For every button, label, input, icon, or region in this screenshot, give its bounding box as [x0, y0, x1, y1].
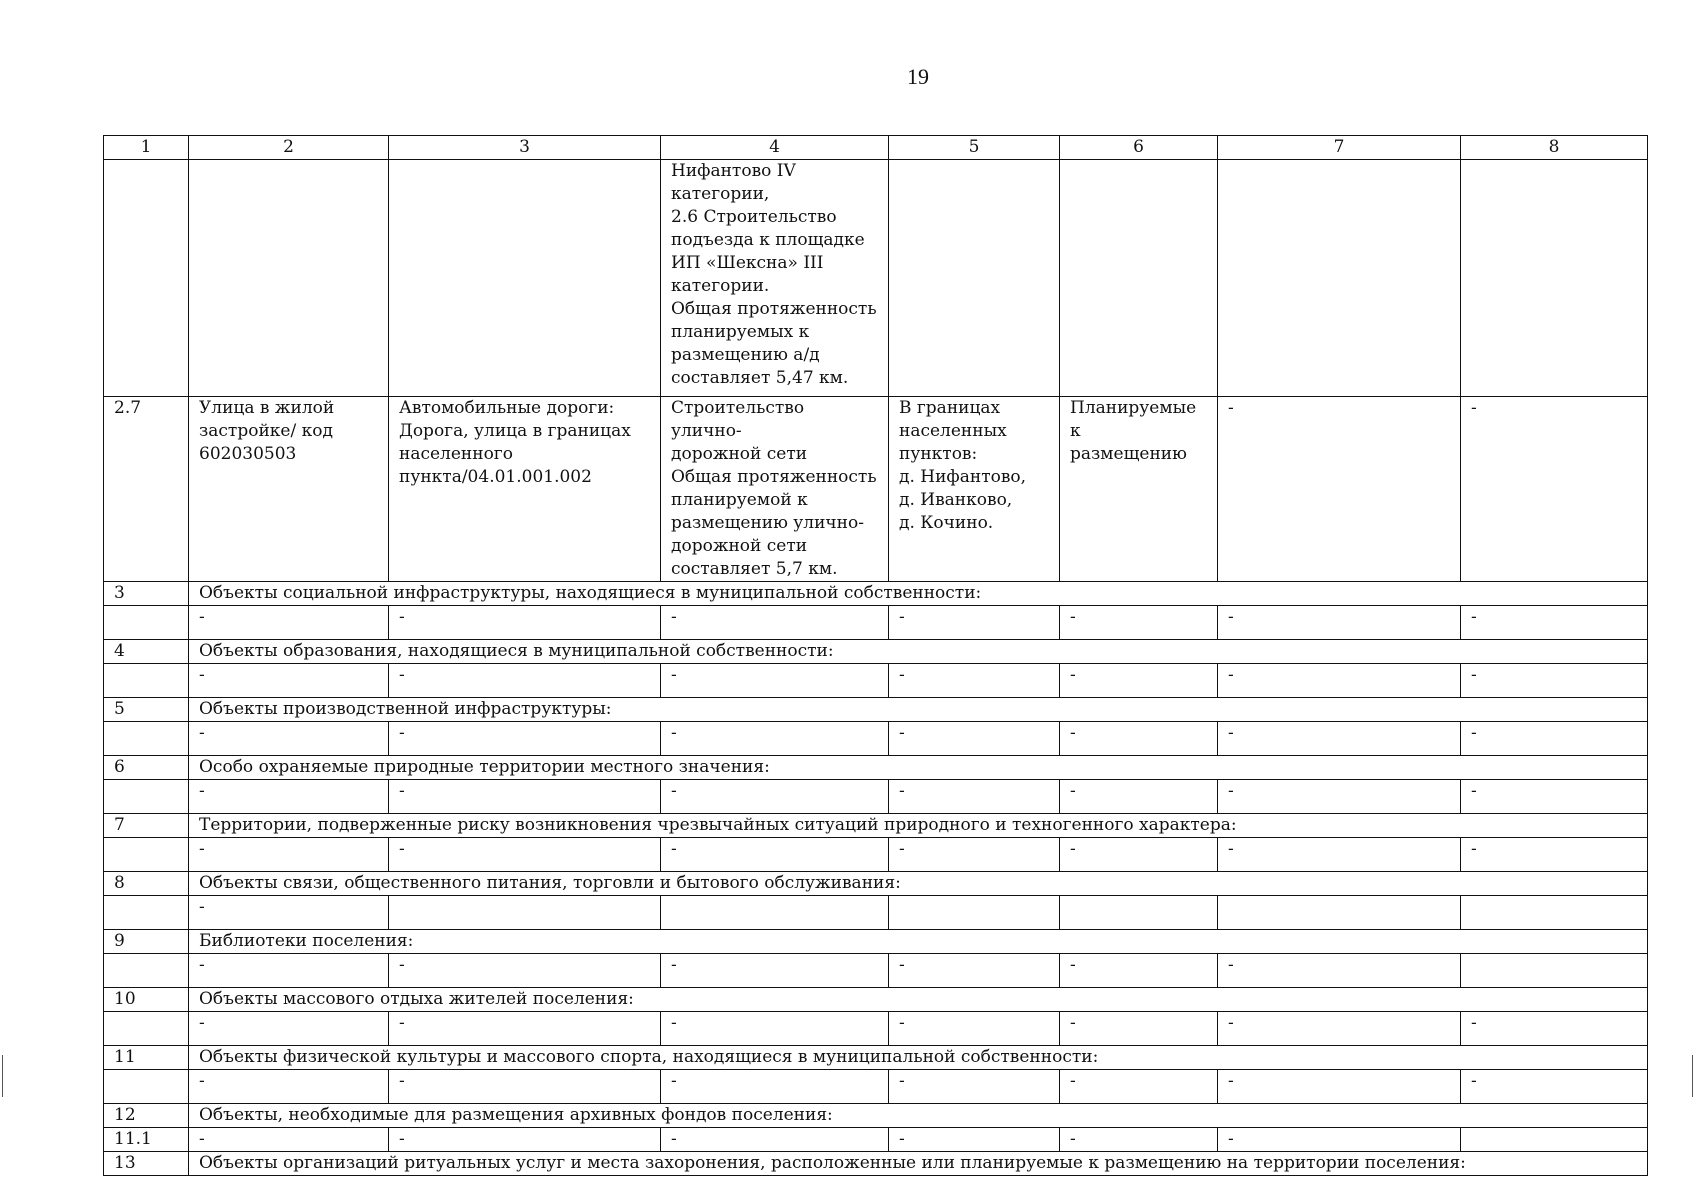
cell-dash: -: [189, 606, 389, 640]
cell-dash: [1461, 1128, 1648, 1152]
section-row: [104, 1152, 1648, 1176]
cell-dash: -: [661, 1012, 889, 1046]
cell-dash: -: [661, 1070, 889, 1104]
cell-dash: -: [889, 954, 1060, 988]
column-number-row: [104, 136, 1648, 160]
cell-dash: -: [889, 1128, 1060, 1152]
cell-dash: -: [1218, 722, 1461, 756]
cell-dash: -: [189, 1012, 389, 1046]
cell-dash: [1218, 896, 1461, 930]
cell-dash: [1461, 896, 1648, 930]
section-number: 13: [104, 1152, 189, 1176]
cell: [189, 160, 389, 397]
section-row: [104, 988, 1648, 1012]
section-title: Территории, подверженные риску возникновения чрезвычайных ситуаций природного и техногенного характера:: [189, 814, 1648, 838]
section-number: 4: [104, 640, 189, 664]
section-row: [104, 1046, 1648, 1070]
cell-dash: -: [889, 838, 1060, 872]
section-row: [104, 1104, 1648, 1128]
cell-dash: -: [661, 664, 889, 698]
row-number: [104, 664, 189, 698]
section-placeholder-row: [104, 722, 1648, 756]
cell-dash: -: [389, 1128, 661, 1152]
object-name: Улица в жилой застройке/ код 602030503: [189, 397, 389, 582]
cell: [1461, 160, 1648, 397]
row-number: [104, 838, 189, 872]
scan-edge-mark: [1692, 1055, 1693, 1097]
cell-dash: -: [1461, 722, 1648, 756]
cell-dash: -: [889, 664, 1060, 698]
cell-dash: -: [389, 722, 661, 756]
planning-table: [103, 135, 1648, 1176]
cell-dash: -: [389, 1070, 661, 1104]
row-number: 2.7: [104, 397, 189, 582]
cell-dash: -: [1461, 1012, 1648, 1046]
cell-dash: [1461, 954, 1648, 988]
cell-dash: -: [389, 664, 661, 698]
column-number: 5: [889, 136, 1060, 160]
section-row: [104, 814, 1648, 838]
section-number: 8: [104, 872, 189, 896]
object-description: Строительство улично- дорожной сети Общая протяженность планируемой к размещению улично- дорожной сети составляет 5,7 км.: [661, 397, 889, 582]
cell-dash: -: [1461, 664, 1648, 698]
continued-description: Нифантово IV категории, 2.6 Строительство подъезда к площадке ИП «Шексна» III категории. Общая протяженность планируемых к размещению а/д составляет 5,47 км.: [661, 160, 889, 397]
section-placeholder-row: [104, 780, 1648, 814]
section-number: 11: [104, 1046, 189, 1070]
column-number: 4: [661, 136, 889, 160]
cell-dash: -: [889, 606, 1060, 640]
cell-dash: -: [1060, 1070, 1218, 1104]
column-number: 2: [189, 136, 389, 160]
row-2-7: [104, 397, 1648, 582]
cell-dash: [661, 896, 889, 930]
row-number: [104, 1070, 189, 1104]
cell-dash: -: [889, 1012, 1060, 1046]
section-number: 3: [104, 582, 189, 606]
object-status: Планируемые к размещению: [1060, 397, 1218, 582]
cell-dash: -: [1060, 722, 1218, 756]
section-row: [104, 640, 1648, 664]
cell-dash: -: [661, 838, 889, 872]
column-number: 6: [1060, 136, 1218, 160]
section-title: Объекты массового отдыха жителей поселения:: [189, 988, 1648, 1012]
cell-dash: -: [1060, 1012, 1218, 1046]
section-number: 9: [104, 930, 189, 954]
row-number: [104, 780, 189, 814]
page-number: 19: [907, 64, 929, 89]
section-number: 10: [104, 988, 189, 1012]
row-number: [104, 1012, 189, 1046]
cell-dash: -: [1218, 780, 1461, 814]
section-number: 5: [104, 698, 189, 722]
row-number: [104, 722, 189, 756]
cell-dash: [389, 896, 661, 930]
cell-dash: -: [661, 606, 889, 640]
cell: [1218, 160, 1461, 397]
cell-dash: -: [1060, 664, 1218, 698]
cell-dash: -: [889, 722, 1060, 756]
section-placeholder-row: [104, 1012, 1648, 1046]
cell-dash: -: [1218, 664, 1461, 698]
cell-dash: -: [889, 1070, 1060, 1104]
section-number: 6: [104, 756, 189, 780]
section-title: Объекты, необходимые для размещения архивных фондов поселения:: [189, 1104, 1648, 1128]
cell-dash: -: [189, 896, 389, 930]
cell-dash: -: [189, 722, 389, 756]
section-row: [104, 930, 1648, 954]
cell-dash: -: [189, 838, 389, 872]
cell-dash: -: [1461, 606, 1648, 640]
column-number: 3: [389, 136, 661, 160]
cell-dash: [1060, 896, 1218, 930]
cell-dash: -: [1218, 954, 1461, 988]
section-placeholder-row: [104, 1070, 1648, 1104]
cell-dash: -: [1461, 838, 1648, 872]
column-number: 1: [104, 136, 189, 160]
cell-dash: -: [1461, 397, 1648, 582]
section-row: [104, 872, 1648, 896]
section-title: Объекты производственной инфраструктуры:: [189, 698, 1648, 722]
cell-dash: -: [1461, 780, 1648, 814]
cell-dash: -: [889, 780, 1060, 814]
cell-dash: -: [189, 954, 389, 988]
section-title: Особо охраняемые природные территории местного значения:: [189, 756, 1648, 780]
section-row: [104, 698, 1648, 722]
cell-dash: -: [389, 838, 661, 872]
section-number: 12: [104, 1104, 189, 1128]
cell: [1060, 160, 1218, 397]
cell-dash: -: [1218, 606, 1461, 640]
cell-dash: -: [1060, 606, 1218, 640]
cell-dash: -: [389, 1012, 661, 1046]
section-placeholder-row: [104, 954, 1648, 988]
cell-dash: -: [661, 954, 889, 988]
cell: [389, 160, 661, 397]
cell: [104, 160, 189, 397]
cell-dash: -: [661, 1128, 889, 1152]
cell-dash: -: [661, 780, 889, 814]
cell-dash: -: [189, 780, 389, 814]
cell-dash: -: [1218, 1128, 1461, 1152]
cell-dash: -: [1218, 1012, 1461, 1046]
row-number: 11.1: [104, 1128, 189, 1152]
section-title: Объекты связи, общественного питания, торговли и бытового обслуживания:: [189, 872, 1648, 896]
section-title: Библиотеки поселения:: [189, 930, 1648, 954]
section-placeholder-row: [104, 664, 1648, 698]
section-placeholder-row: [104, 606, 1648, 640]
cell-dash: -: [1060, 838, 1218, 872]
section-title: Объекты социальной инфраструктуры, находящиеся в муниципальной собственности:: [189, 582, 1648, 606]
cell-dash: -: [189, 664, 389, 698]
section-placeholder-row: [104, 838, 1648, 872]
section-placeholder-row: [104, 896, 1648, 930]
cell-dash: -: [189, 1128, 389, 1152]
cell-dash: -: [661, 722, 889, 756]
section-title: Объекты организаций ритуальных услуг и места захоронения, расположенные или планируемые к размещению на территории поселения:: [189, 1152, 1648, 1176]
scan-edge-mark: [2, 1055, 3, 1097]
cell-dash: -: [1218, 838, 1461, 872]
column-number: 7: [1218, 136, 1461, 160]
cell-dash: -: [189, 1070, 389, 1104]
cell-dash: -: [389, 954, 661, 988]
continued-row: [104, 160, 1648, 397]
row-number: [104, 954, 189, 988]
section-row: [104, 582, 1648, 606]
cell-dash: [889, 896, 1060, 930]
section-title: Объекты образования, находящиеся в муниципальной собственности:: [189, 640, 1648, 664]
cell: [889, 160, 1060, 397]
section-title: Объекты физической культуры и массового спорта, находящиеся в муниципальной собственности:: [189, 1046, 1648, 1070]
object-location: В границах населенных пунктов: д. Нифантово, д. Иванково, д. Кочино.: [889, 397, 1060, 582]
column-number: 8: [1461, 136, 1648, 160]
cell-dash: -: [389, 606, 661, 640]
row-number: [104, 606, 189, 640]
object-type: Автомобильные дороги: Дорога, улица в границах населенного пункта/04.01.001.002: [389, 397, 661, 582]
cell-dash: -: [1218, 1070, 1461, 1104]
section-number: 7: [104, 814, 189, 838]
cell-dash: -: [1060, 780, 1218, 814]
cell-dash: -: [1461, 1070, 1648, 1104]
cell-dash: -: [1060, 1128, 1218, 1152]
cell-dash: -: [1218, 397, 1461, 582]
section-row: [104, 756, 1648, 780]
section-placeholder-row: [104, 1128, 1648, 1152]
cell-dash: -: [1060, 954, 1218, 988]
cell-dash: -: [389, 780, 661, 814]
row-number: [104, 896, 189, 930]
